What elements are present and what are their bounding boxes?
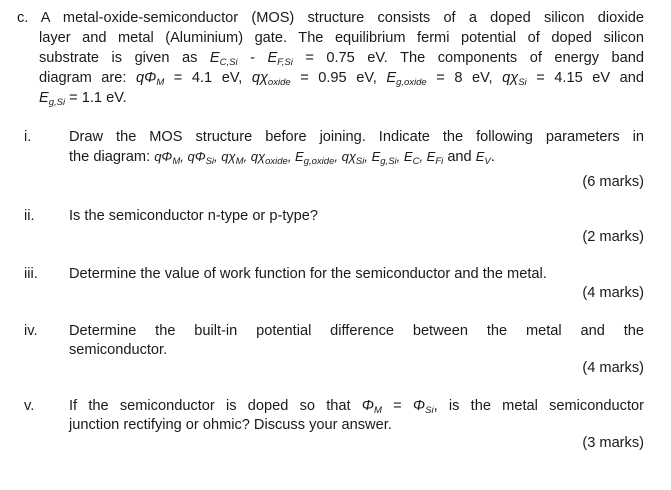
question-line-1: Is the semiconductor n-type or p-type?	[69, 208, 319, 224]
question-intro	[17, 8, 644, 108]
marks-label: (4 marks)	[582, 360, 644, 376]
question-line-1: Draw the MOS structure before joining. Indicate the following parameters in	[69, 129, 644, 145]
question-number: ii.	[24, 208, 35, 224]
intro-line-4: diagram are: $q\Phi_M = 4.1$ eV, $q\chi_{oxide} = 0.95$ eV, $E_{g,oxide} = 8$ eV, $q\chi_{Si} = 4.15$ eV and	[39, 70, 644, 88]
question-line-1: Determine the built-in potential difference between the metal and the	[69, 323, 644, 339]
question-text	[69, 128, 644, 167]
intro-line-2: layer and metal (Aluminium) gate. The equilibrium fermi potential of doped silicon	[39, 30, 644, 46]
question-text	[69, 397, 644, 435]
question-line-2: the diagram: $q\Phi_M$, $q\Phi_{Si}$, $q\chi_M$, $q\chi_{oxide}$, $E_{g,oxide}$, $q\chi_{Si}$, $E_{g,Si}$, $E_C$, $E_{Fi}$ and $E_V$.	[69, 149, 495, 167]
question-number: iv.	[24, 323, 38, 339]
marks-label: (2 marks)	[582, 229, 644, 245]
question-text	[69, 207, 644, 226]
question-line-2: semiconductor.	[69, 342, 168, 358]
question-text	[69, 265, 644, 284]
question-number: i.	[24, 129, 32, 145]
question-text	[69, 322, 644, 360]
intro-line-3: substrate is given as $E_{C,Si} - E_{F,Si} = 0.75$ eV. The components of energy band	[39, 50, 644, 68]
intro-line-1: c. A metal-oxide-semiconductor (MOS) structure consists of a doped silicon dioxide	[17, 10, 644, 26]
question-line-2: junction rectifying or ohmic? Discuss your answer.	[69, 417, 392, 433]
question-line-1: Determine the value of work function for the semiconductor and the metal.	[69, 266, 547, 282]
question-number: iii.	[24, 266, 38, 282]
marks-label: (3 marks)	[582, 435, 644, 451]
intro-line-5: $E_{g,Si} = 1.1$ eV.	[39, 90, 127, 108]
question-number: v.	[24, 398, 35, 414]
marks-label: (6 marks)	[582, 174, 644, 190]
question-line-1: If the semiconductor is doped so that $\Phi_M = \Phi_{Si}$, is the metal semiconductor	[69, 398, 644, 416]
marks-label: (4 marks)	[582, 285, 644, 301]
